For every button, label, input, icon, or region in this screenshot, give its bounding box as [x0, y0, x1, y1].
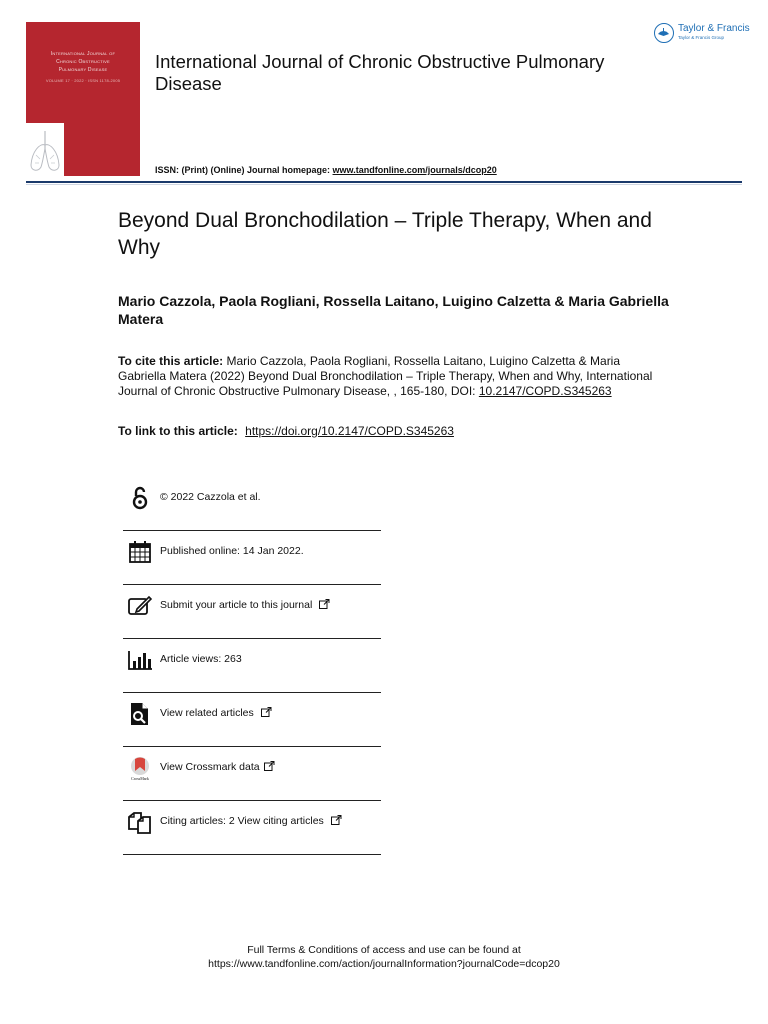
crossmark-text: View Crossmark data [160, 761, 260, 773]
published-date-item [123, 531, 381, 585]
article-views-item [123, 639, 381, 693]
citation-block [118, 354, 658, 399]
footer-terms-line: Full Terms & Conditions of access and use can be found at [247, 944, 521, 956]
article-title: Beyond Dual Bronchodilation – Triple Therapy, When and Why [118, 209, 652, 259]
article-doi-link[interactable]: https://doi.org/10.2147/COPD.S345263 [245, 424, 454, 438]
external-link-icon [261, 707, 272, 717]
citation-label: To cite this article: [118, 354, 224, 368]
search-document-icon [127, 701, 153, 727]
related-articles-item[interactable] [123, 693, 381, 747]
citing-articles-text: Citing articles: 2 View citing articles [160, 815, 324, 827]
open-access-icon [127, 485, 153, 511]
article-link-line [118, 424, 678, 438]
related-articles-text: View related articles [160, 707, 254, 719]
cover-line: Pulmonary Disease [58, 67, 108, 73]
header-divider [26, 181, 742, 183]
footer-terms-url[interactable]: https://www.tandfonline.com/action/journalInformation?journalCode=dcop20 [208, 958, 560, 970]
publisher-subline: Taylor & Francis Group [678, 35, 725, 40]
lungs-icon [26, 123, 64, 176]
cover-title [26, 50, 140, 85]
crossmark-icon [127, 755, 153, 781]
issn-label: ISSN: (Print) (Online) Journal homepage: [155, 165, 331, 175]
submit-article-link[interactable] [160, 599, 330, 611]
cover-lungs-panel [26, 123, 64, 176]
cover-line: Chronic Obstructive [56, 59, 110, 65]
journal-title: International Journal of Chronic Obstructive Pulmonary Disease [155, 51, 605, 94]
citing-articles-link[interactable] [160, 815, 342, 827]
journal-cover-image [26, 22, 140, 176]
crossmark-link[interactable] [160, 761, 275, 773]
open-access-item [123, 477, 381, 531]
edit-icon [127, 593, 153, 619]
citation-doi-link[interactable]: 10.2147/COPD.S345263 [478, 384, 612, 398]
submit-article-item[interactable] [123, 585, 381, 639]
citing-articles-item[interactable] [123, 801, 381, 855]
publisher-emblem-icon [654, 23, 674, 43]
open-access-label: © 2022 Cazzola et al. [160, 491, 261, 503]
journal-homepage-link[interactable]: www.tandfonline.com/journals/dcop20 [332, 165, 497, 175]
cover-line: International Journal of [50, 51, 116, 57]
svg-text:CrossMark: CrossMark [131, 776, 149, 781]
citation-text: Mario Cazzola, Paola Rogliani, Rossella Laitano, Luigino Calzetta & Maria Gabriella Matera (2022) Beyond Dual Bronchodilation – Triple Therapy, When and Why, International Journal of Chronic Obstructive Pulmonary Disease, , 165-180, DOI: [118, 354, 653, 398]
crossmark-item[interactable] [123, 747, 381, 801]
calendar-icon [127, 539, 153, 565]
submit-article-text: Submit your article to this journal [160, 599, 313, 611]
citing-articles-icon [127, 809, 153, 835]
issn-line [155, 165, 497, 175]
article-info-list [123, 477, 381, 855]
bar-chart-icon [127, 647, 153, 673]
cover-volume-line: VOLUME 17 · 2022 · ISSN 1178-2005 [45, 78, 121, 83]
published-date-label: Published online: 14 Jan 2022. [160, 545, 304, 557]
publisher-logo[interactable] [654, 22, 754, 48]
external-link-icon [331, 815, 342, 825]
external-link-icon [264, 761, 275, 771]
related-articles-link[interactable] [160, 707, 272, 719]
external-link-icon [319, 599, 330, 609]
article-views-label: Article views: 263 [160, 653, 242, 665]
header-divider-secondary [26, 184, 742, 185]
article-link-label: To link to this article: [118, 424, 238, 438]
article-authors: Mario Cazzola, Paola Rogliani, Rossella Laitano, Luigino Calzetta & Maria Gabriella Matera [118, 293, 669, 327]
footer-terms [0, 943, 768, 971]
publisher-name: Taylor & Francis [678, 23, 750, 34]
